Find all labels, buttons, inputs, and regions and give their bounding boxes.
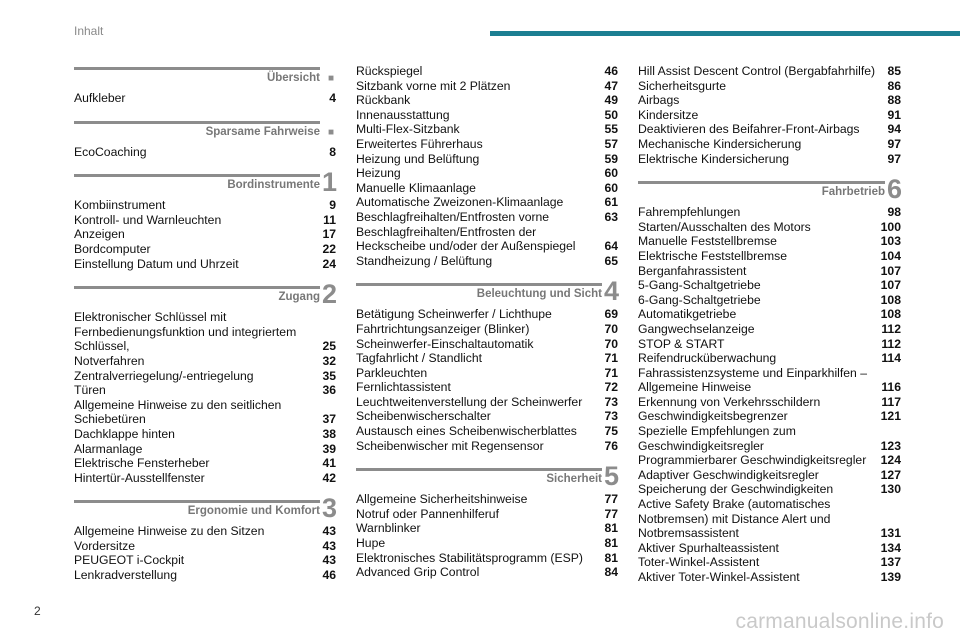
toc-entry-page: 38 xyxy=(322,426,336,441)
toc-entry[interactable] xyxy=(638,293,901,308)
section-square-icon: ■ xyxy=(327,73,334,84)
toc-entry[interactable] xyxy=(74,568,336,583)
toc-entry-page: 77 xyxy=(604,506,618,521)
toc-section xyxy=(356,461,620,580)
toc-entry[interactable] xyxy=(74,145,336,160)
toc-entry[interactable] xyxy=(74,354,336,369)
section-gap xyxy=(638,166,901,178)
toc-entry-title: Lenkradverstellung xyxy=(74,568,177,583)
toc-entry[interactable] xyxy=(638,108,901,123)
toc-entry[interactable] xyxy=(356,337,618,352)
toc-entry[interactable] xyxy=(356,137,618,152)
toc-entry[interactable] xyxy=(356,93,618,108)
toc-entry[interactable] xyxy=(638,351,901,366)
toc-entry-page: 108 xyxy=(880,307,901,322)
toc-column-3 xyxy=(638,64,901,585)
toc-entry-title: Deaktivieren des Beifahrer-Front-Airbags xyxy=(638,122,860,137)
toc-entry-title: Beschlagfreihalten/Entfrosten der Heckscheibe und/oder der Außenspiegel xyxy=(356,224,576,254)
toc-entry[interactable] xyxy=(356,108,618,123)
toc-entry[interactable] xyxy=(638,424,901,453)
toc-entry-title: Rückspiegel xyxy=(356,64,423,78)
section-number: 1 xyxy=(322,167,338,198)
toc-entry-title: Erweitertes Führerhaus xyxy=(356,136,483,151)
toc-entry-page: 47 xyxy=(604,78,618,93)
section-square-icon: ■ xyxy=(327,126,334,138)
toc-entry-page: 60 xyxy=(604,166,618,181)
toc-entry-page: 84 xyxy=(604,565,618,580)
toc-entry-page: 86 xyxy=(887,78,901,93)
toc-entry-title: Notruf oder Pannenhilferuf xyxy=(356,506,499,521)
toc-entry-page: 36 xyxy=(322,383,336,398)
toc-entry[interactable] xyxy=(638,64,901,79)
toc-entry[interactable] xyxy=(356,322,618,337)
toc-entry[interactable] xyxy=(638,249,901,264)
toc-entry-title: Tagfahrlicht / Standlicht xyxy=(356,351,483,366)
toc-entry-title: Multi-Flex-Sitzbank xyxy=(356,122,460,137)
toc-entry[interactable] xyxy=(638,497,901,541)
toc-entry-page: 130 xyxy=(880,482,901,497)
toc-entry-title: Fernlichtassistent xyxy=(356,380,451,395)
toc-entry-title: 5-Gang-Schaltgetriebe xyxy=(638,278,761,293)
section-header xyxy=(638,174,903,205)
toc-entry-title: STOP & START xyxy=(638,336,725,351)
toc-entry-page: 103 xyxy=(880,234,901,249)
toc-entry-title: Leuchtweitenverstellung der Scheinwerfer xyxy=(356,394,583,409)
toc-entry[interactable] xyxy=(74,456,336,471)
toc-entry-title: 6-Gang-Schaltgetriebe xyxy=(638,292,761,307)
toc-entry[interactable] xyxy=(74,310,336,354)
toc-entry-title: Aktiver Toter-Winkel-Assistent xyxy=(638,570,800,584)
toc-entry-title: Einstellung Datum und Uhrzeit xyxy=(74,256,239,271)
section-title: Sparsame Fahrweise xyxy=(205,125,320,138)
section-divider xyxy=(356,283,602,286)
section-header xyxy=(356,276,620,307)
section-gap xyxy=(74,159,336,171)
toc-entry-title: Vordersitze xyxy=(74,538,135,553)
toc-entry-page: 70 xyxy=(604,321,618,336)
toc-entry[interactable] xyxy=(74,539,336,554)
toc-entry-page: 112 xyxy=(881,336,901,351)
page-number: 2 xyxy=(34,604,41,618)
toc-entry[interactable] xyxy=(74,524,336,539)
toc-entry-title: Dachklappe hinten xyxy=(74,426,175,441)
header-accent-bar xyxy=(490,31,960,36)
toc-entry[interactable] xyxy=(74,442,336,457)
toc-entry[interactable] xyxy=(356,351,618,366)
toc-entry-title: Mechanische Kindersicherung xyxy=(638,136,802,151)
toc-entry[interactable] xyxy=(356,409,618,424)
toc-entry-page: 37 xyxy=(322,412,336,427)
toc-entry-title: Warnblinker xyxy=(356,521,421,536)
toc-entry[interactable] xyxy=(638,278,901,293)
toc-entry-page: 64 xyxy=(604,239,618,254)
toc-entry-title: Betätigung Scheinwerfer / Lichthupe xyxy=(356,307,552,322)
toc-entry-page: 77 xyxy=(604,492,618,507)
toc-entry-page: 98 xyxy=(887,205,901,220)
toc-entry-title: Starten/Ausschalten des Motors xyxy=(638,219,811,234)
toc-entry-title: PEUGEOT i-Cockpit xyxy=(74,553,185,568)
toc-entry[interactable] xyxy=(356,492,618,507)
toc-entry-title: Scheibenwischerschalter xyxy=(356,409,491,424)
section-number: 6 xyxy=(887,174,903,205)
toc-section xyxy=(74,64,336,106)
toc-entry[interactable] xyxy=(638,205,901,220)
toc-entry[interactable] xyxy=(638,482,901,497)
toc-entry[interactable] xyxy=(356,551,618,566)
toc-entry-title: Spezielle Empfehlungen zum Geschwindigkeitsregler xyxy=(638,424,796,453)
toc-entry-title: Toter-Winkel-Assistent xyxy=(638,555,760,570)
section-divider xyxy=(74,67,320,70)
toc-entry-title: Geschwindigkeitsbegrenzer xyxy=(638,409,788,424)
toc-entry-page: 107 xyxy=(880,278,901,293)
toc-entry-title: Sicherheitsgurte xyxy=(638,78,727,93)
toc-entry-page: 43 xyxy=(322,553,336,568)
toc-entry-page: 123 xyxy=(880,438,901,453)
toc-entry-title: Elektrische Fensterheber xyxy=(74,456,210,471)
section-title: Sicherheit xyxy=(546,473,602,486)
toc-entry[interactable] xyxy=(356,521,618,536)
toc-entry[interactable] xyxy=(638,152,901,167)
section-number: 4 xyxy=(604,276,620,307)
toc-entry[interactable] xyxy=(638,234,901,249)
toc-entry[interactable] xyxy=(638,122,901,137)
toc-entry-title: Kontroll- und Warnleuchten xyxy=(74,212,222,227)
toc-entry-title: Programmierbarer Geschwindigkeitsregler xyxy=(638,453,867,468)
toc-entry[interactable] xyxy=(638,264,901,279)
toc-entry[interactable] xyxy=(356,536,618,551)
toc-entry[interactable] xyxy=(356,64,618,79)
toc-entry-page: 85 xyxy=(887,64,901,78)
toc-entry-page: 69 xyxy=(604,307,618,322)
section-header xyxy=(74,167,338,198)
toc-entry-title: Hill Assist Descent Control (Bergabfahrhilfe) xyxy=(638,64,876,78)
toc-entry-page: 134 xyxy=(880,540,901,555)
toc-entry-page: 32 xyxy=(322,353,336,368)
section-divider xyxy=(74,174,320,177)
toc-entry-title: Gangwechselanzeige xyxy=(638,321,755,336)
toc-entry[interactable] xyxy=(638,555,901,570)
toc-entry[interactable] xyxy=(74,427,336,442)
toc-entry-title: Speicherung der Geschwindigkeiten xyxy=(638,482,834,497)
toc-entry-page: 137 xyxy=(880,555,901,570)
section-gap xyxy=(74,485,336,497)
toc-entry[interactable] xyxy=(638,570,901,585)
toc-section xyxy=(356,276,620,453)
toc-entry[interactable] xyxy=(638,337,901,352)
toc-entry[interactable] xyxy=(638,468,901,483)
toc-entry[interactable] xyxy=(638,307,901,322)
toc-column-2 xyxy=(356,64,618,580)
toc-entry-title: Hintertür-Ausstellfenster xyxy=(74,470,205,485)
toc-entry-page: 70 xyxy=(604,336,618,351)
toc-entry-page: 72 xyxy=(604,380,618,395)
toc-entry-page: 55 xyxy=(604,122,618,137)
toc-entry[interactable] xyxy=(74,227,336,242)
toc-entry[interactable] xyxy=(356,507,618,522)
toc-entry-page: 75 xyxy=(604,424,618,439)
section-gap xyxy=(74,106,336,118)
toc-entry[interactable] xyxy=(356,79,618,94)
toc-entry-title: Bordcomputer xyxy=(74,241,151,256)
toc-entry-page: 139 xyxy=(880,570,901,584)
toc-entry[interactable] xyxy=(638,79,901,94)
section-title: Ergonomie und Komfort xyxy=(187,505,320,518)
toc-entry-title: Automatische Zweizonen-Klimaanlage xyxy=(356,195,564,210)
toc-entry-page: 63 xyxy=(604,209,618,224)
section-header xyxy=(74,279,338,310)
toc-entry[interactable] xyxy=(74,369,336,384)
toc-entry-title: Heizung und Belüftung xyxy=(356,151,480,166)
toc-entry-page: 60 xyxy=(604,180,618,195)
toc-entry-title: Anzeigen xyxy=(74,227,125,242)
toc-entry-page: 91 xyxy=(887,107,901,122)
toc-entry-page: 71 xyxy=(604,365,618,380)
toc-entry-page: 59 xyxy=(604,151,618,166)
toc-entry-title: Allgemeine Sicherheitshinweise xyxy=(356,492,528,507)
toc-entry-page: 131 xyxy=(880,526,901,541)
toc-entry-page: 42 xyxy=(322,470,336,485)
toc-entry-title: Fahrassistenzsysteme und Einparkhilfen – Allgemeine Hinweise xyxy=(638,365,867,395)
toc-entry-page: 50 xyxy=(604,107,618,122)
section-header xyxy=(74,118,336,142)
toc-entry-page: 104 xyxy=(880,248,901,263)
section-header xyxy=(74,64,336,88)
section-gap xyxy=(356,453,618,465)
section-divider xyxy=(356,468,602,471)
toc-entry-page: 97 xyxy=(887,151,901,166)
toc-entry[interactable] xyxy=(356,122,618,137)
section-divider xyxy=(74,121,320,124)
toc-entry-title: Aufkleber xyxy=(74,91,126,105)
toc-entry[interactable] xyxy=(356,395,618,410)
toc-entry[interactable] xyxy=(638,220,901,235)
toc-entry-title: Elektrische Feststellbremse xyxy=(638,248,788,263)
toc-entry-page: 76 xyxy=(604,438,618,453)
toc-entry-title: Austausch eines Scheibenwischerblattes xyxy=(356,424,577,439)
toc-entry-page: 39 xyxy=(322,441,336,456)
toc-entry-page: 61 xyxy=(604,195,618,210)
section-title: Zugang xyxy=(278,291,320,304)
section-header xyxy=(74,493,338,524)
toc-entry-title: Kindersitze xyxy=(638,107,699,122)
toc-entry-page: 117 xyxy=(881,394,901,409)
toc-entry[interactable] xyxy=(638,137,901,152)
toc-entry[interactable] xyxy=(356,210,618,225)
toc-entry-page: 11 xyxy=(323,212,336,227)
toc-entry-title: Reifendrucküberwachung xyxy=(638,351,777,366)
toc-entry[interactable] xyxy=(74,198,336,213)
toc-entry-title: Innenausstattung xyxy=(356,107,450,122)
toc-entry-page: 73 xyxy=(604,394,618,409)
toc-entry[interactable] xyxy=(74,398,336,427)
toc-entry-page: 46 xyxy=(604,64,618,78)
toc-entry-title: Notverfahren xyxy=(74,353,145,368)
toc-entry-title: Erkennung von Verkehrsschildern xyxy=(638,394,821,409)
toc-entry[interactable] xyxy=(638,93,901,108)
page-header-title: Inhalt xyxy=(74,24,104,38)
toc-entry-title: Parkleuchten xyxy=(356,365,428,380)
toc-section xyxy=(638,174,903,584)
toc-entry[interactable] xyxy=(356,565,618,580)
toc-entry-page: 127 xyxy=(880,467,901,482)
toc-entry-title: Beschlagfreihalten/Entfrosten vorne xyxy=(356,209,550,224)
toc-entry-page: 97 xyxy=(887,136,901,151)
toc-entry-page: 81 xyxy=(604,536,618,551)
toc-section xyxy=(74,279,338,485)
toc-entry-page: 100 xyxy=(880,219,901,234)
toc-entry[interactable] xyxy=(74,553,336,568)
section-title: Übersicht xyxy=(266,72,320,84)
toc-entry-page: 65 xyxy=(604,253,618,268)
toc-entry-title: Scheinwerfer-Einschaltautomatik xyxy=(356,336,534,351)
section-title: Fahrbetrieb xyxy=(821,186,885,199)
toc-entry-title: Elektrische Kindersicherung xyxy=(638,151,790,166)
toc-entry[interactable] xyxy=(356,307,618,322)
section-number: 2 xyxy=(322,279,338,310)
toc-column-1 xyxy=(74,64,336,583)
toc-entry-page: 9 xyxy=(329,198,336,213)
toc-entry[interactable] xyxy=(74,471,336,486)
toc-entry[interactable] xyxy=(74,257,336,272)
toc-entry[interactable] xyxy=(356,225,618,254)
toc-entry[interactable] xyxy=(638,541,901,556)
toc-entry[interactable] xyxy=(356,181,618,196)
toc-entry-title: Allgemeine Hinweise zu den Sitzen xyxy=(74,524,265,539)
toc-entry[interactable] xyxy=(356,152,618,167)
toc-entry-page: 49 xyxy=(604,93,618,108)
toc-entry-page: 116 xyxy=(881,380,901,395)
toc-entry-page: 94 xyxy=(887,122,901,137)
toc-entry[interactable] xyxy=(356,166,618,181)
toc-entry-page: 114 xyxy=(881,351,901,366)
toc-entry-title: Türen xyxy=(74,383,106,398)
section-header xyxy=(356,461,620,492)
toc-entry[interactable] xyxy=(356,380,618,395)
toc-entry[interactable] xyxy=(356,195,618,210)
toc-entry-title: Allgemeine Hinweise zu den seitlichen Schiebetüren xyxy=(74,397,282,427)
toc-entry-page: 43 xyxy=(322,538,336,553)
toc-entry-title: Sitzbank vorne mit 2 Plätzen xyxy=(356,78,511,93)
toc-entry-page: 22 xyxy=(322,241,336,256)
toc-entry-page: 24 xyxy=(322,256,336,271)
section-divider xyxy=(74,500,320,503)
toc-entry-title: Automatikgetriebe xyxy=(638,307,737,322)
toc-entry[interactable] xyxy=(74,242,336,257)
toc-entry[interactable] xyxy=(356,439,618,454)
toc-entry-page: 25 xyxy=(322,339,336,354)
toc-entry-page: 108 xyxy=(880,292,901,307)
toc-section xyxy=(74,118,336,160)
toc-entry-title: Elektronischer Schlüssel mit Fernbedienungsfunktion und integriertem Schlüssel, xyxy=(74,310,297,354)
toc-entry[interactable] xyxy=(638,409,901,424)
toc-entry-title: Advanced Grip Control xyxy=(356,565,480,580)
toc-section xyxy=(74,493,338,583)
toc-entry-page: 121 xyxy=(880,409,901,424)
toc-entry-page: 46 xyxy=(322,568,336,583)
toc-entry-page: 73 xyxy=(604,409,618,424)
toc-entry-page: 81 xyxy=(604,550,618,565)
toc-entry[interactable] xyxy=(74,91,336,106)
toc-entry-page: 107 xyxy=(880,263,901,278)
toc-entry-page: 17 xyxy=(322,227,336,242)
toc-entry-page: 57 xyxy=(604,136,618,151)
toc-entry[interactable] xyxy=(356,366,618,381)
toc-entry-title: Manuelle Klimaanlage xyxy=(356,180,476,195)
toc-section xyxy=(356,64,618,268)
toc-entry-title: Alarmanlage xyxy=(74,441,143,456)
toc-entry-page: 35 xyxy=(322,368,336,383)
toc-entry-page: 81 xyxy=(604,521,618,536)
section-title: Bordinstrumente xyxy=(227,179,320,192)
toc-entry[interactable] xyxy=(74,383,336,398)
toc-entry-title: Elektronisches Stabilitätsprogramm (ESP) xyxy=(356,550,583,565)
toc-entry-page: 8 xyxy=(329,144,336,159)
toc-section xyxy=(638,64,901,166)
toc-entry[interactable] xyxy=(74,213,336,228)
toc-entry-title: Airbags xyxy=(638,93,680,108)
toc-entry-page: 71 xyxy=(604,351,618,366)
toc-entry[interactable] xyxy=(638,453,901,468)
toc-entry-page: 4 xyxy=(329,91,336,105)
toc-entry[interactable] xyxy=(638,366,901,395)
toc-entry[interactable] xyxy=(356,254,618,269)
toc-entry-title: Hupe xyxy=(356,536,386,551)
section-divider xyxy=(74,286,320,289)
section-gap xyxy=(74,271,336,283)
toc-entry-title: Manuelle Feststellbremse xyxy=(638,234,777,249)
toc-section xyxy=(74,167,338,271)
toc-entry[interactable] xyxy=(638,322,901,337)
toc-entry[interactable] xyxy=(638,395,901,410)
toc-entry-title: Aktiver Spurhalteassistent xyxy=(638,540,779,555)
toc-entry-title: Berganfahrassistent xyxy=(638,263,747,278)
section-number: 5 xyxy=(604,461,620,492)
toc-entry-title: EcoCoaching xyxy=(74,144,147,159)
toc-entry-title: Fahrtrichtungsanzeiger (Blinker) xyxy=(356,321,530,336)
section-gap xyxy=(356,268,618,280)
toc-entry-title: Heizung xyxy=(356,166,401,181)
watermark: carmanualsonline.info xyxy=(735,610,944,633)
toc-entry-page: 43 xyxy=(322,524,336,539)
section-number: 3 xyxy=(322,493,338,524)
toc-entry-title: Active Safety Brake (automatisches Notbremsen) mit Distance Alert und Notbremsassistent xyxy=(638,497,831,541)
toc-entry-title: Kombiinstrument xyxy=(74,198,166,213)
section-divider xyxy=(638,181,885,184)
toc-entry-title: Standheizung / Belüftung xyxy=(356,253,493,268)
toc-entry-title: Fahrempfehlungen xyxy=(638,205,741,220)
toc-entry-title: Scheibenwischer mit Regensensor xyxy=(356,438,544,453)
section-title: Beleuchtung und Sicht xyxy=(476,288,602,301)
toc-entry-title: Zentralverriegelung/-entriegelung xyxy=(74,368,254,383)
toc-entry-title: Rückbank xyxy=(356,93,411,108)
toc-entry-page: 124 xyxy=(880,453,901,468)
toc-entry[interactable] xyxy=(356,424,618,439)
toc-entry-title: Adaptiver Geschwindigkeitsregler xyxy=(638,467,819,482)
toc-entry-page: 88 xyxy=(887,93,901,108)
toc-entry-page: 41 xyxy=(322,456,336,471)
toc-entry-page: 112 xyxy=(881,321,901,336)
